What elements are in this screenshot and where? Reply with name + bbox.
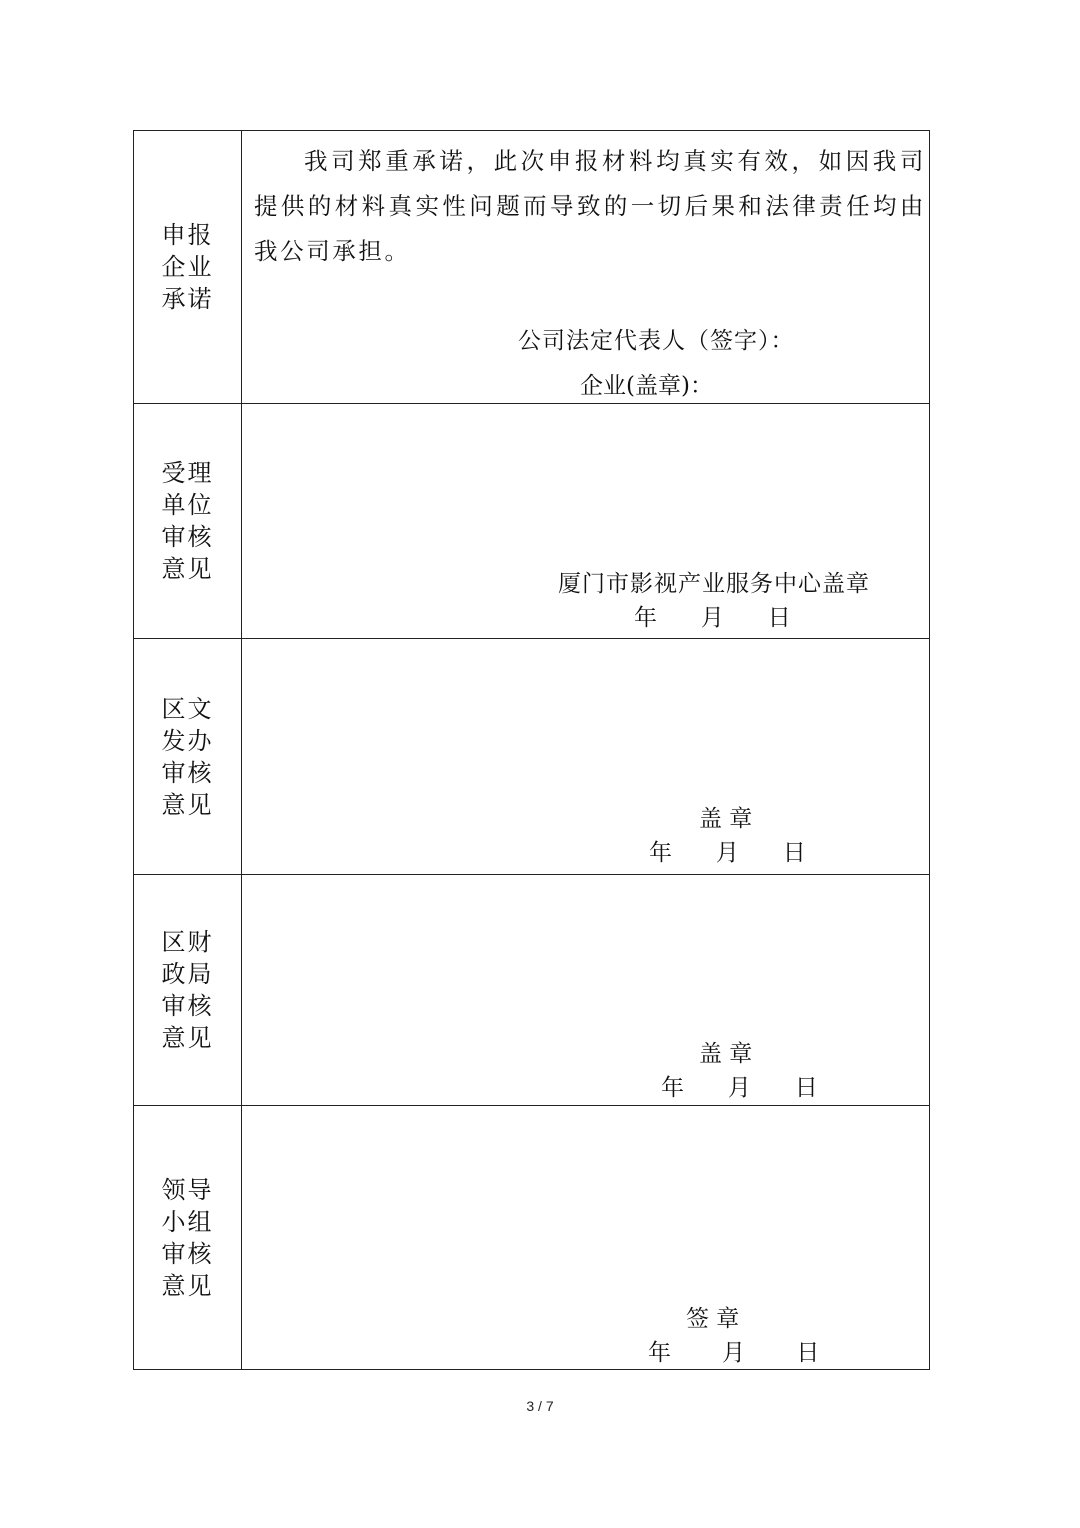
acceptance-unit-review-row [134, 404, 930, 639]
leading-group-review-content [242, 1106, 930, 1370]
district-finance-bureau-review-label: 区财政局审核意见 [161, 928, 214, 1052]
culture-office-seal-label: 盖 章 [699, 806, 753, 832]
district-culture-office-review-label-cell [134, 639, 242, 875]
culture-office-date-label: 年 月 日 [649, 840, 806, 866]
district-finance-bureau-review-row [134, 875, 930, 1106]
enterprise-seal-label: 企业(盖章)： [580, 373, 713, 399]
district-culture-office-review-row [134, 639, 930, 875]
service-center-seal-label: 厦门市影视产业服务中心盖章 [558, 571, 870, 597]
approval-form-table [133, 130, 930, 1370]
enterprise-pledge-row [134, 131, 930, 404]
district-finance-bureau-review-label-cell [134, 875, 242, 1106]
leading-group-date-label: 年 月 日 [648, 1340, 820, 1366]
pledge-statement: 我司郑重承诺，此次申报材料均真实有效，如因我司提供的材料真实性问题而导致的一切后果和法律责任均由我公司承担。 [254, 147, 926, 265]
enterprise-pledge-label: 申报企业承诺 [161, 221, 214, 313]
finance-bureau-seal-label: 盖 章 [699, 1041, 753, 1067]
acceptance-unit-review-label-cell [134, 404, 242, 639]
acceptance-unit-review-content [242, 404, 930, 639]
district-culture-office-review-label: 区文发办审核意见 [161, 694, 214, 819]
finance-bureau-date-label: 年 月 日 [661, 1075, 818, 1101]
acceptance-date-label: 年 月 日 [634, 605, 791, 631]
leading-group-review-label: 领导小组审核意见 [161, 1175, 214, 1300]
leading-group-signature-seal-label: 签 章 [686, 1306, 740, 1332]
leading-group-review-label-cell [134, 1106, 242, 1370]
district-culture-office-review-content [242, 639, 930, 875]
page-number: 3 / 7 [526, 1398, 554, 1414]
enterprise-pledge-label-cell [134, 131, 242, 404]
leading-group-review-row [134, 1106, 930, 1370]
acceptance-unit-review-label: 受理单位审核意见 [161, 459, 214, 583]
district-finance-bureau-review-content [242, 875, 930, 1106]
legal-representative-signature-label: 公司法定代表人（签字）： [518, 328, 795, 354]
enterprise-pledge-content [242, 131, 930, 404]
